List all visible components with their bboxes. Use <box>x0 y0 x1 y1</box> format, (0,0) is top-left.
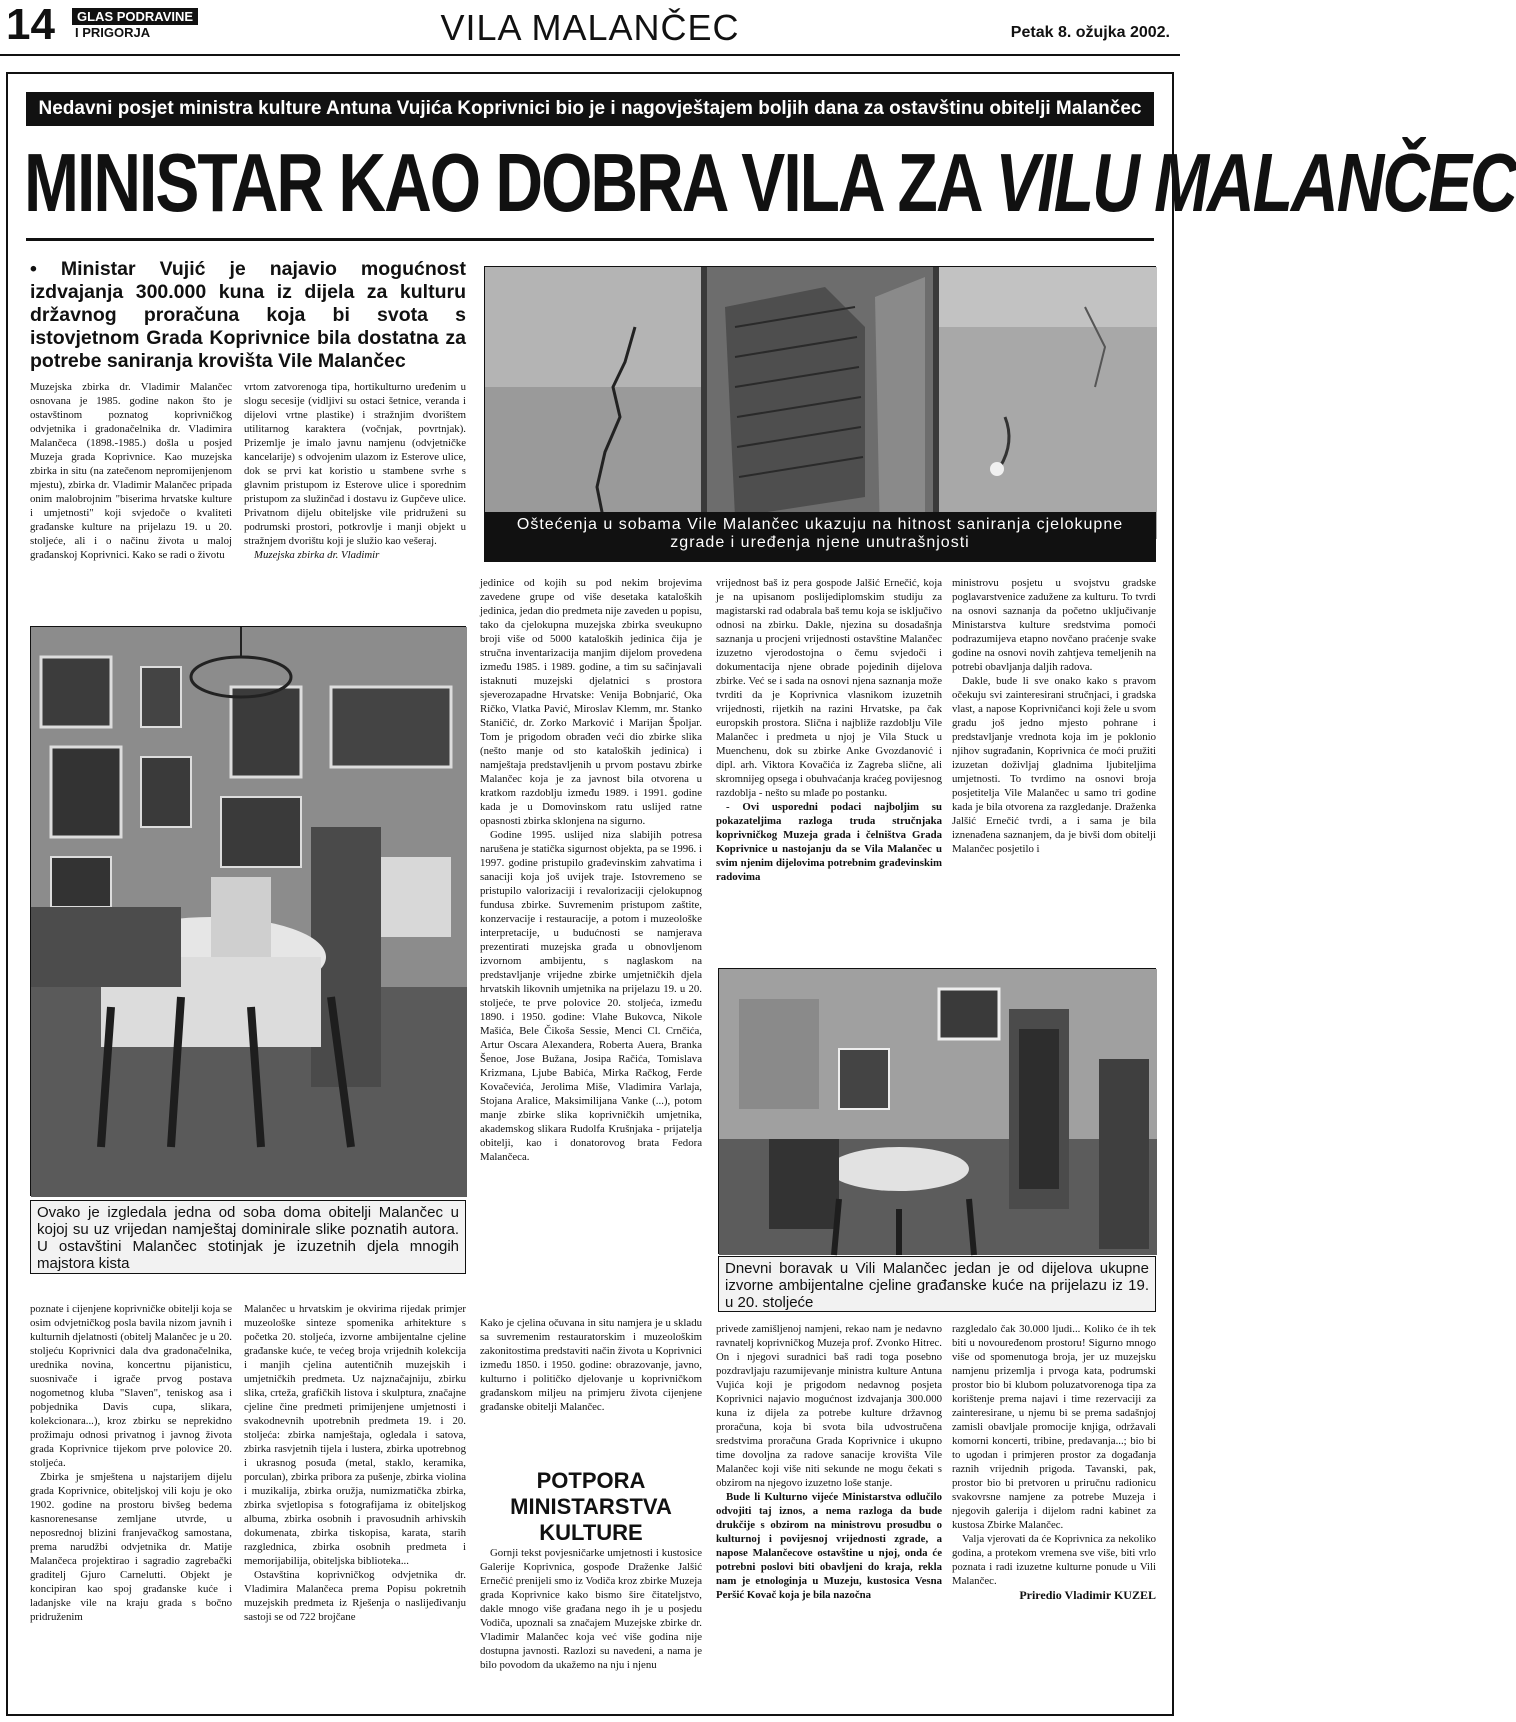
column-3 <box>480 576 702 1308</box>
paragraph: Bude li Kulturno vijeće Ministarstva odlučilo odvojiti taj iznos, a nema razloga da bude drukčije s obzirom na ministrovu prosudbu o kulturnoj i povijesnoj vrijednosti zgrade, a napose Malančecove ostavštine u njoj, onda će potrebni poslovi biti obavljeni do kraja, rekla nam je etnologinja u Muzeju, kustosica Vesna Peršić Kovač koja je bila nazočna <box>716 1491 942 1601</box>
paragraph: jedinice od kojih su pod nekim brojevima zavedene grupe od više desetaka kataloških jedinica, jedan dio predmeta nije zaveden u popisu, tako da cjelokupna muzejska zbirka sveukupno broji više od 5000 kataloških jedinica čija je stručna inventarizacija manjim dijelom provedena između 1985. i 1989. godine, a tim su sačinjavali istaknuti muzejski djelatnici s prostora sjeverozapadne Hrvatske: Venija Bobnjarić, Oka Ričko, Vlatka Pavić, Miroslav Klemm, mr. Stanko Staničić, dr. Zorko Marković i Marijan Špoljar. Tom je prigodom obrađen veći dio zbirke slika (nešto manje od sto kataloških jedinica) i namještaja predstavljenih u prvom postavu zbirke Malančec koja je za javnost bila otvorena u kratkom razdoblju između 1989. i 1991. godine kada je u Domovinskom ratu uslijed ratne opasnosti zbirka sklonjena na sigurno. <box>480 577 702 827</box>
top-photos-caption: Oštećenja u sobama Vile Malančec ukazuju na hitnost saniranja cjelokupne zgrade i uređenja njene unutrašnjosti <box>484 512 1156 562</box>
paragraph: Muzejska zbirka dr. Vladimir Malančec osnovana je 1985. godine nakon što je ostavštinom poznatog koprivničkog odvjetnika i gradonačelnika dr. Vladimira Malančeca (1898.-1985.) došla u posjed Muzeja grada Koprivnice. Kao muzejska zbirka in situ (na zatečenom nepromijenjenom mjestu), zbirka dr. Vladimir Malančec pripada onim malobrojnim "biserima hrvatske kulture i umjetnosti" koji svjedoče o kvaliteti građanske kulture na prijelazu 19. u 20. stoljeće, ali i o načinu života u maloj građanskoj Koprivnici. Kako se radi o životu <box>30 381 232 561</box>
column-2-bottom <box>244 1302 466 1706</box>
masthead <box>0 0 1180 56</box>
paragraph: Gornji tekst povjesničarke umjetnosti i kustosice Galerije Koprivnica, gospođe Draženke Jalšić Ernečić preniјeli smo iz Vodiča kroz zbirke Muzeja grada Koprivnice kako bismo šire čitateljstvo, dakle mnogo više građana nego ih je u posjedu Vodiča, upoznali sa značajem Muzejske zbirke dr. Vladimir Malančec koja već više godina nije dostupna javnosti. Razlozi su navedeni, a nama je bilo povodom da ukažemo na nju i njenu <box>480 1547 702 1671</box>
column-4 <box>716 576 942 966</box>
deck: • Ministar Vujić je najavio mogućnost izdvajanja 300.000 kuna iz dijela za kulturu državnog proračuna koja bi svota s istovjetnom Grada Koprivnice bila dostatna za potrebe saniranja krovišta Vile Malančec <box>30 258 466 372</box>
paragraph: - Ovi usporedni podaci najboljim su pokazateljima razloga truda stručnjaka koprivničkog Muzeja grada i čelništva Grada Koprivnice u nastojanju da se Vila Malančec u svim njenim dijelovima potrebnim građevinskim radovima <box>716 801 942 883</box>
paragraph: Godine 1995. uslijed niza slabijih potresa narušena je statička sigurnost objekta, pa se 1996. i 1997. godine pristupilo građevinskim zahvatima i sanaciji koja još uvijek traje. Istovremeno se pristupilo valorizaciji i revalorizaciji cjelokupnog fundusa zbirke. Suvremenim pristupom zaštite, konzervacije i restauracije, a potom i muzeološke interpretacije, u budućnosti se namjerava prezentirati muzejska građa u obnovljenom izvornom ambijentu, s naglaskom na predstavljanje vrijedne zbirke umjetničkih djela hrvatskih likovnih umjetnika na prijelazu 19. u 20. stoljeće, te prve polovice 20. stoljeća, između 1890. i 1950. godine: Vlahe Bukovca, Nikole Mašića, Bele Čikoša Sessie, Menci Cl. Crnčića, Artur Oscara Alexandera, Roberta Auera, Branka Šenoe, Jose Bužana, Josipa Račića, Tomislava Krizmana, Ljube Babića, Mirka Račkog, Ferde Kovačevića, Jerolima Miše, Vladimira Varlaja, Stojana Aralice, Maksimilijana Vanke (...), potom manje zbirke slika koprivničkih umjetnika, akademskog slikara Rudolfa Krušnjaka - prijatelja obitelji, kao i donatorovog brata Fedora Malančeca. <box>480 829 702 1163</box>
paragraph: Valja vjerovati da će Koprivnica za nekoliko godina, a protekom vremena sve više, biti vrlo poznata i radi izuzetne kulturne ponude u Vili Malančec. <box>952 1533 1156 1587</box>
paragraph: Kako je cjelina očuvana in situ namjera je u skladu sa suvremenim restauratorskim i muzeološkim zakonitostima predstaviti način života u Koprivnici između 1850. i 1950. godine: obrazovanje, javno, kulturno i političko djelovanje u koprivničkom građanskom miljeu na primjeru života cijenjene građanske obitelji Malančec. <box>480 1317 702 1413</box>
paragraph: vrijednost baš iz pera gospode Jalšić Ernečić, koja je na upisanom poslijediplomskim studiju za magistarski rad odabrala baš temu koja se isključivo odnosi na zbirku. Dakle, njezina su dosadašnja saznanja u procjeni vrijednosti ostavštine Malančec izuzetno vjerodostojna o čemu svjedoči i dokumentacija njene obrade pojedinih dijelova zbirke. Već se i sada na osnovi njena saznanja može tvrditi da je Koprivnica vlasnikom izuzetnih vrijednosti, rijetkih na razini Hrvatske, pa čak europskih prostora. Slična i najbliže razdoblju Vile Malančec i predmeta u njoj je Vila Stuck u Muenchenu, dok su zbirke Anke Gvozdanović i dipl. arh. Viktora Kovačića iz Zagreba slične, ali skromnijeg opsega i obuhvaćanja kraćeg povijesnog razdoblja - nešto su mlađe po postanku. <box>716 577 942 799</box>
living-room-photo-left-image <box>31 627 467 1197</box>
left-photo-caption: Ovako je izgledala jedna od soba doma obitelji Malančec u kojoj su uz vrijedan namještaj dominirale slike poznatih autora. U ostavštini Malančec stotinjak je izuzetnih djela mnogih majstora kista <box>30 1200 466 1274</box>
column-3-bottom-2 <box>480 1546 702 1708</box>
damage-photos-image <box>485 267 1157 539</box>
paragraph: privede zamišljenoj namjeni, rekao nam je nedavno ravnatelj koprivničkog Muzeja prof. Zvonko Hitrec. On i njegovi suradnici baš radi toga posebno pozdravljaju razumijevanje ministra kulture Antuna Vujića koji je prigodom nedavnog posjeta Koprivnici najavio mogućnost izdvajanja 300.000 kuna iz dijela za potrebe kulture državnog proračuna, koja bi svota bila udvostručena sredstvima proračuna Grada Koprivnice i ukupno time dovoljna za radove sanacije krovišta Vile Malančec koji više niti sekunde ne mogu čekati s obzirom na njegovo izuzetno loše stanje. <box>716 1323 942 1489</box>
living-room-photo-left <box>30 626 466 1196</box>
headline-rule <box>26 238 1154 241</box>
living-room-photo-right <box>718 968 1156 1254</box>
right-photo-caption: Dnevni boravak u Vili Malančec jedan je od dijelova ukupne izvorne ambijentalne cjeline građanske kuće na prijelazu iz 19. u 20. stoljeće <box>718 1256 1156 1312</box>
paragraph: Muzejska zbirka dr. Vladimir <box>254 549 380 561</box>
column-3-bottom <box>480 1316 702 1470</box>
newspaper-logo <box>72 8 198 41</box>
page-number: 14 <box>6 0 55 49</box>
paragraph: Ostavština koprivničkog odvjetnika dr. Vladimira Malančeca prema Popisu pokretnih muzejskih predmeta iz Rješenja o naslijeđivanju sastoji se od 722 brojčane <box>244 1569 466 1623</box>
column-2-top <box>244 380 466 618</box>
logo-line-1: GLAS PODRAVINE <box>72 8 198 25</box>
subhead: POTPORA MINISTARSTVA KULTURE <box>510 1468 672 1545</box>
column-4-bottom <box>716 1322 942 1708</box>
column-1-bottom <box>30 1302 232 1706</box>
headline-main: MINISTAR KAO DOBRA VILA ZA <box>24 135 996 229</box>
damage-photos <box>484 266 1156 538</box>
headline <box>24 122 1516 242</box>
column-5 <box>952 576 1156 966</box>
paragraph: razgledalo čak 30.000 ljudi... Koliko će ih tek biti u novouređenom prostoru! Sigurno mnogo više od spomenutoga broja, jer uz muzejsku namjenu prizemlja i prvoga kata, podrumski prostor bio bi klubom poluzatvorenoga tipa za korištenje prema najavi i time rezervaciji za zainteresirane, u njemu bi se prema sadašnjoj zamisli obavljale promocije knjiga, održavali komorni koncerti, tribine, predavanja...; bio bi to ugodan i primjeren prostor za događanja raznih vrijednih prigoda. Tavanski, pak, prostor bio bi pretvoren u priručnu radionicu svakovrsne namjene za potrebe Muzeja i njegovih galerija i dijelom radni kabinet za kustosa Zbirke Malančec. <box>952 1323 1156 1531</box>
paragraph: ministrovu posjetu u svojstvu gradske poglavarstvenice zadužene za kulturu. To tvrdi na osnovi saznanja da početno uključivanje Ministarstva kulture sredstvima pomoći podrazumijeva etapno novčano praćenje svake godine na osnovi novih zahtjeva temeljenih na potrebi obavljanja daljih radova. <box>952 577 1156 673</box>
issue-date: Petak 8. ožujka 2002. <box>1010 24 1170 41</box>
paragraph: Dakle, bude li sve onako kako s pravom očekuju svi zainteresirani stručnjaci, i gradska vlast, a napose Koprivničanci koji žele u svom gradu još jedno mjesto pohrane i predstavljanje vrednota koja im je poklonio njihov sugrađanin, Koprivnica će moći pružiti izuzetan doživljaj gladnima ljubiteljima umjetnosti. To tvrdimo na osnovi broja posjetitelja Vile Malančec u samo tri godine kada je bila otvorena za razgledanje. Draženka Jalšić Ernečić tvrdi, a i sama je bila iznenađena saznanjem, da je bivši dom obitelji Malančec posjetilo i <box>952 675 1156 855</box>
paragraph: poznate i cijenjene koprivničke obitelji koja se osim odvjetničkog posla bavila nizom javnih i kulturnih djelatnosti (obitelj Malančec je u 20. stoljeću Koprivnici dala dva gradonačelnika, urednika novina, koncertnu pijanisticu, suosnivače i igrače prvog postava nogometnog kluba "Slaven", teniskog asa i pobjednika Davis cupa, slikara, kolekcionara...), kroz zbirku se neprekidno prožimaju odnosi privatnog i javnog života grada Koprivnice tijekom prve polovice 20. stoljeća. <box>30 1303 232 1469</box>
logo-line-2: I PRIGORJA <box>75 25 151 40</box>
byline: Priredio Vladimir KUZEL <box>1019 1588 1156 1602</box>
paragraph: Malančec u hrvatskim je okvirima rijedak primjer muzeološke sinteze spomenika arhitekture s početka 20. stoljeća, izvorne ambijentalne cjeline građanske kuće, te većeg broja vrijednih kolekcija i manjih cjelina autentičnih muzejskih i umjetničkih predmeta. Uz najznačajniju, zbirku slika, crteža, grafičkih listova i skulptura, značajne cjeline čine predmeti primijenjene umjetnosti i svakodnevnih upotrebnih predmeta 19. i 20. stoljeća: zbirka namještaja, ogledala i satova, zbirka rasvjetnih tijela i lustera, zbirka upotrebnog i ukrasnog posuđa (metal, staklo, keramika, porculan), zbirka pribora za pušenje, zbirka violina i muzikalija, zbirka oružja, numizmatička zbirka, zbirka svjetlopisa s fotografijama iz obiteljskog albuma, zbirka osobnih i pravosudnih arhivskih dokumenata, zbirka tiskopisa, karata, starih razglednica, zbirka osobnih predmeta i memorijabilija, obiteljska biblioteka... <box>244 1303 466 1567</box>
column-5-bottom <box>952 1322 1156 1708</box>
paragraph: Zbirka je smještena u najstarijem dijelu grada Koprivnice, obiteljskoj vili koju je oko 1902. godine na prostoru bivšeg bedema kasnorenesanse zemljane utvrde, u neposrednoj blizini franjevačkog samostana, prema narudžbi odvjetnika dr. Matije Malančeca projektirao i sagradio zagrebački graditelj Gjuro Carnelutti. Objekt je koncipiran kao spoj građanske kuće i ladanjske vile na kraju grada s bočno pridruženim <box>30 1471 232 1623</box>
column-1-top <box>30 380 232 618</box>
headline-emphasis: VILU MALANČEC <box>995 135 1516 229</box>
section-title: VILA MALANČEC <box>440 7 740 48</box>
paragraph: vrtom zatvorenoga tipa, hortikulturno uređenim u slogu secesije (vidljivi su ostaci šetnice, veranda i dijelovi vrtne plastike) i stražnjim dvorištem utilitarnog karaktera (vočnjak, povrtnjak). Prizemlje je imalo javnu namjenu (odvjetničke kancelarije) s odvojenim ulazom iz Esterove ulice, dok se prvi kat koristio u stambene svrhe s glavnim pristupom iz Esterove ulice i sporednim pristupom za služinčad i dostavu iz Gupčeve ulice. Privatnom dijelu obiteljske vile pridruženi su podrumski prostori, potkrovlje i manji objekt u stražnjem dvorištu koji je služio kao vešeraj. <box>244 381 466 547</box>
kicker: Nedavni posjet ministra kulture Antuna Vujića Koprivnici bio je i nagovještajem boljih dana za ostavštinu obitelji Malančec <box>26 92 1154 126</box>
living-room-photo-right-image <box>719 969 1157 1255</box>
